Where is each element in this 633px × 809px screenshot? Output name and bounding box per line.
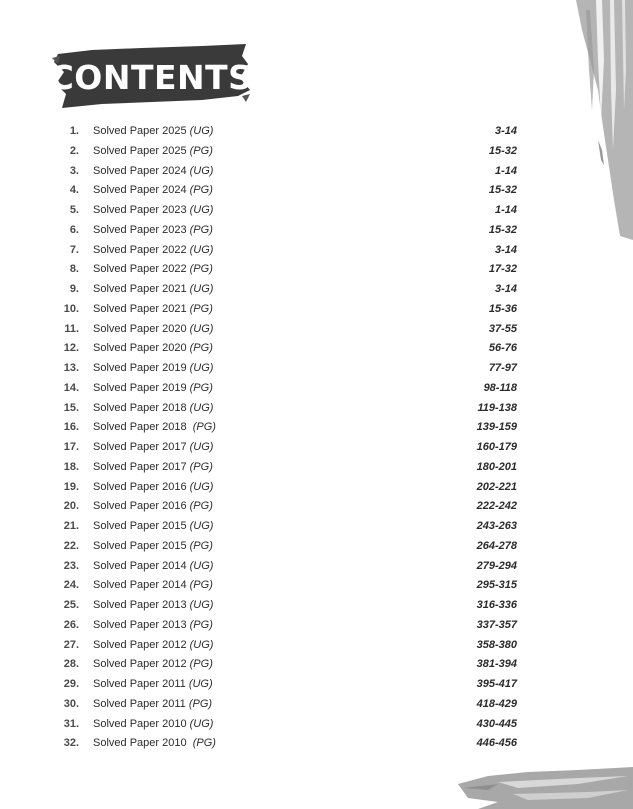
entry-pages: 15-32 <box>488 144 517 157</box>
list-item[interactable] <box>40 458 520 478</box>
entry-number: 20. <box>63 500 79 513</box>
entry-title <box>93 399 213 419</box>
entry-title <box>93 695 212 715</box>
entry-number: 23. <box>63 559 79 572</box>
entry-level: (PG) <box>189 263 213 276</box>
entry-label: Solved Paper 2019 <box>93 362 190 374</box>
entry-pages: 17-32 <box>488 263 517 276</box>
entry-number: 1. <box>69 125 79 137</box>
entry-pages: 15-36 <box>488 302 517 315</box>
entry-pages: 160-179 <box>476 441 517 453</box>
entry-pages: 316-336 <box>476 599 517 611</box>
entry-number: 3. <box>69 164 79 177</box>
list-item[interactable] <box>40 715 520 735</box>
entry-title <box>93 300 213 320</box>
entry-label: Solved Paper 2012 <box>93 658 190 671</box>
entry-label: Solved Paper 2024 <box>93 164 190 177</box>
entry-level: (UG) <box>189 441 214 453</box>
entry-pages: 15-32 <box>488 184 517 197</box>
list-item[interactable] <box>40 497 520 517</box>
entry-number: 27. <box>63 638 79 651</box>
list-item[interactable] <box>40 537 520 557</box>
entry-level: (PG) <box>189 302 213 315</box>
entry-number: 18. <box>63 460 79 473</box>
entry-title <box>93 537 213 557</box>
entry-level: (UG) <box>189 204 214 216</box>
entry-pages: 3-14 <box>494 283 517 295</box>
entry-label: Solved Paper 2010 <box>93 737 193 750</box>
entry-label: Solved Paper 2015 <box>93 539 190 552</box>
entry-number: 5. <box>69 204 79 216</box>
list-item[interactable] <box>40 418 520 438</box>
list-item[interactable] <box>40 636 520 656</box>
entry-title <box>93 418 216 438</box>
entry-number: 13. <box>63 362 79 374</box>
entry-title <box>93 715 213 735</box>
entry-label: Solved Paper 2023 <box>93 223 190 236</box>
entry-label: Solved Paper 2013 <box>93 599 190 611</box>
entry-number: 29. <box>63 678 79 690</box>
brush-stroke-decoration <box>568 0 633 250</box>
list-item[interactable] <box>40 478 520 498</box>
entry-label: Solved Paper 2011 <box>93 678 189 690</box>
entry-pages: 446-456 <box>476 737 517 750</box>
entry-number: 31. <box>63 717 79 730</box>
entry-label: Solved Paper 2016 <box>93 500 190 513</box>
entry-title <box>93 339 213 359</box>
entry-pages: 98-118 <box>483 381 517 394</box>
entry-label: Solved Paper 2018 <box>93 401 190 414</box>
entry-level: (UG) <box>189 164 214 177</box>
entry-pages: 139-159 <box>476 421 517 434</box>
entry-label: Solved Paper 2022 <box>93 263 190 276</box>
entry-pages: 180-201 <box>476 460 517 473</box>
entry-label: Solved Paper 2017 <box>93 460 190 473</box>
entry-pages: 119-138 <box>477 401 517 414</box>
list-item[interactable] <box>40 616 520 636</box>
entry-pages: 358-380 <box>476 638 517 651</box>
entry-label: Solved Paper 2014 <box>93 559 190 572</box>
entry-pages: 202-221 <box>476 480 517 493</box>
entry-number: 4. <box>69 184 79 197</box>
entry-level: (PG) <box>189 579 213 592</box>
entry-pages: 418-429 <box>476 697 517 710</box>
entry-title <box>93 458 213 478</box>
entry-label: Solved Paper 2021 <box>93 302 190 315</box>
entry-number: 16. <box>63 421 79 434</box>
entry-title <box>93 122 213 142</box>
entry-label: Solved Paper 2023 <box>93 204 190 216</box>
entry-level: (UG) <box>189 243 214 256</box>
entry-level: (PG) <box>189 223 213 236</box>
entry-level: (UG) <box>189 559 214 572</box>
entry-level: (UG) <box>189 520 214 532</box>
entry-level: (PG) <box>189 460 213 473</box>
entry-pages: 295-315 <box>476 579 517 592</box>
entry-pages: 395-417 <box>476 678 517 690</box>
entry-label: Solved Paper 2010 <box>93 717 190 730</box>
entry-label: Solved Paper 2017 <box>93 441 190 453</box>
entry-number: 7. <box>69 243 79 256</box>
entry-number: 15. <box>63 401 79 414</box>
list-item[interactable] <box>40 221 520 241</box>
entry-number: 32. <box>63 737 79 750</box>
entry-pages: 77-97 <box>488 362 517 374</box>
entry-title <box>93 241 213 261</box>
entry-level: (PG) <box>189 381 213 394</box>
list-item[interactable] <box>40 260 520 280</box>
entry-number: 25. <box>63 599 79 611</box>
contents-list <box>40 122 520 754</box>
list-item[interactable] <box>40 300 520 320</box>
entry-title <box>93 478 213 498</box>
list-item[interactable] <box>40 122 520 142</box>
entry-level: (PG) <box>189 618 213 631</box>
list-item[interactable] <box>40 695 520 715</box>
entry-label: Solved Paper 2021 <box>93 283 190 295</box>
entry-title <box>93 221 213 241</box>
entry-label: Solved Paper 2018 <box>93 421 193 434</box>
entry-level: (PG) <box>192 737 216 750</box>
entry-level: (UG) <box>188 678 213 690</box>
entry-label: Solved Paper 2025 <box>93 144 190 157</box>
entry-level: (PG) <box>192 421 216 434</box>
entry-title <box>93 320 213 340</box>
entry-number: 10. <box>63 302 79 315</box>
list-item[interactable] <box>40 320 520 340</box>
entry-title <box>93 734 216 754</box>
entry-pages: 56-76 <box>488 342 517 355</box>
list-item[interactable] <box>40 181 520 201</box>
entry-label: Solved Paper 2024 <box>93 184 190 197</box>
contents-title-banner <box>49 44 253 108</box>
entry-label: Solved Paper 2015 <box>93 520 190 532</box>
entry-number: 22. <box>63 539 79 552</box>
list-item[interactable] <box>40 339 520 359</box>
entry-label: Solved Paper 2020 <box>93 342 190 355</box>
entry-number: 14. <box>63 381 79 394</box>
list-item[interactable] <box>40 280 520 300</box>
entry-number: 8. <box>69 263 79 276</box>
entry-pages: 430-445 <box>476 717 517 730</box>
entry-number: 12. <box>63 342 79 355</box>
entry-pages: 15-32 <box>488 223 517 236</box>
list-item[interactable] <box>40 379 520 399</box>
entry-level: (PG) <box>189 342 213 355</box>
entry-label: Solved Paper 2019 <box>93 381 190 394</box>
list-item[interactable] <box>40 359 520 379</box>
entry-level: (PG) <box>189 500 213 513</box>
entry-label: Solved Paper 2020 <box>93 322 190 335</box>
entry-level: (PG) <box>189 658 213 671</box>
list-item[interactable] <box>40 596 520 616</box>
entry-number: 30. <box>63 697 79 710</box>
entry-level: (PG) <box>189 184 213 197</box>
entry-title <box>93 655 213 675</box>
entry-pages: 243-263 <box>476 520 517 532</box>
entry-title <box>93 576 213 596</box>
entry-number: 24. <box>63 579 79 592</box>
entry-pages: 1-14 <box>494 164 517 177</box>
entry-title <box>93 260 213 280</box>
entry-title <box>93 596 213 616</box>
entry-pages: 37-55 <box>488 322 517 335</box>
entry-level: (UG) <box>189 401 214 414</box>
list-item[interactable] <box>40 162 520 182</box>
list-item[interactable] <box>40 734 520 754</box>
entry-title <box>93 181 213 201</box>
entry-level: (UG) <box>189 717 214 730</box>
entry-number: 11. <box>64 322 79 335</box>
list-item[interactable] <box>40 399 520 419</box>
entry-pages: 3-14 <box>494 125 517 137</box>
entry-level: (UG) <box>189 283 214 295</box>
entry-level: (UG) <box>189 322 214 335</box>
entry-number: 17. <box>63 441 79 453</box>
entry-number: 2. <box>69 144 79 157</box>
entry-title <box>93 438 213 458</box>
entry-number: 21. <box>63 520 79 532</box>
list-item[interactable] <box>40 201 520 221</box>
entry-number: 6. <box>69 223 79 236</box>
list-item[interactable] <box>40 241 520 261</box>
entry-title <box>93 517 213 537</box>
entry-number: 9. <box>69 283 79 295</box>
list-item[interactable] <box>40 517 520 537</box>
entry-label: Solved Paper 2016 <box>93 480 190 493</box>
entry-label: Solved Paper 2012 <box>93 638 190 651</box>
entry-level: (PG) <box>189 539 213 552</box>
brush-stroke-decoration <box>458 762 633 809</box>
entry-title <box>93 359 213 379</box>
entry-pages: 3-14 <box>494 243 517 256</box>
entry-number: 19. <box>63 480 79 493</box>
entry-pages: 222-242 <box>476 500 517 513</box>
entry-title <box>93 201 213 221</box>
entry-level: (PG) <box>189 144 213 157</box>
entry-level: (UG) <box>189 480 214 493</box>
entry-pages: 279-294 <box>476 559 517 572</box>
entry-label: Solved Paper 2022 <box>93 243 190 256</box>
list-item[interactable] <box>40 557 520 577</box>
entry-level: (UG) <box>189 125 214 137</box>
entry-level: (PG) <box>188 697 213 710</box>
entry-level: (UG) <box>189 362 214 374</box>
entry-title <box>93 280 213 300</box>
entry-label: Solved Paper 2025 <box>93 125 190 137</box>
entry-label: Solved Paper 2014 <box>93 579 190 592</box>
entry-title <box>93 616 213 636</box>
list-item[interactable] <box>40 675 520 695</box>
entry-title <box>93 379 213 399</box>
entry-number: 26. <box>63 618 79 631</box>
entry-title <box>93 497 213 517</box>
entry-label: Solved Paper 2011 <box>93 697 189 710</box>
entry-title <box>93 162 213 182</box>
list-item[interactable] <box>40 438 520 458</box>
entry-level: (UG) <box>189 638 214 651</box>
entry-level: (UG) <box>189 599 214 611</box>
page-title: CONTENTS <box>49 57 253 97</box>
entry-pages: 1-14 <box>494 204 517 216</box>
entry-title <box>93 636 213 656</box>
list-item[interactable] <box>40 576 520 596</box>
entry-label: Solved Paper 2013 <box>93 618 190 631</box>
entry-title <box>93 142 213 162</box>
entry-pages: 381-394 <box>476 658 517 671</box>
entry-title <box>93 675 213 695</box>
entry-number: 28. <box>63 658 79 671</box>
list-item[interactable] <box>40 142 520 162</box>
entry-pages: 337-357 <box>476 618 517 631</box>
list-item[interactable] <box>40 655 520 675</box>
entry-pages: 264-278 <box>476 539 517 552</box>
entry-title <box>93 557 213 577</box>
